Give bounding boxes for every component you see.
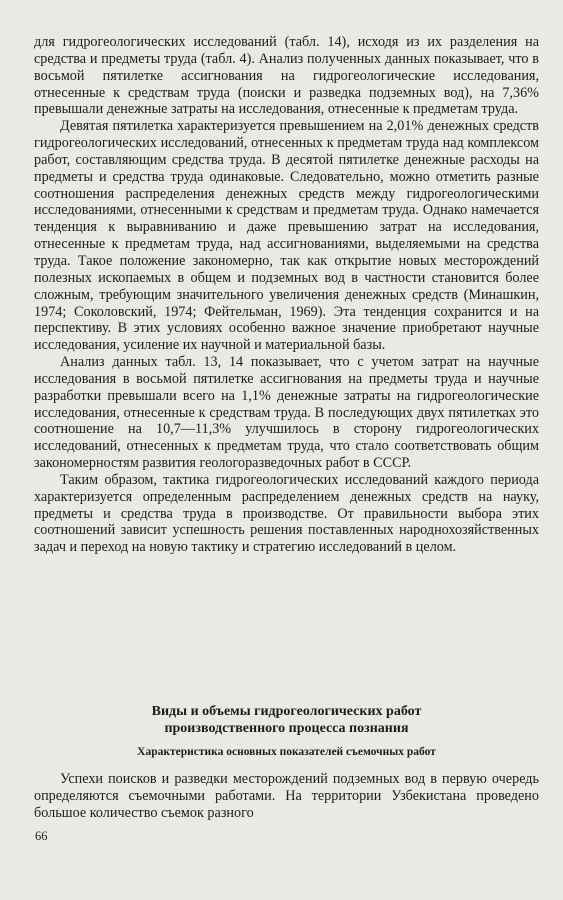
page-number: 66 [35,829,48,843]
paragraph-5: Успехи поисков и разведки месторождений подземных вод в первую очередь определяются съемочными работами. На территории Узбекистана проведено большое количество съемок разного [34,771,539,821]
paragraph-1: для гидрогеологических исследований (табл. 14), исходя из их разделения на средства и предметы труда (табл. 4). Анализ полученных данных показывает, что в восьмой пятилетке ассигнования на гидрогеологические исследования, отнесенные к средствам труда (поиски и разведка подземных вод), на 7,36% превышали денежные затраты на исследования, отнесенные к предметам труда. [34,34,539,118]
main-text [34,34,539,556]
subsection-heading: Характеристика основных показателей съемочных работ [137,746,436,758]
paragraph-2: Девятая пятилетка характеризуется превышением на 2,01% денежных средств гидрогеологических исследований, отнесенных к предметам труда над комплексом работ, составляющим средства труда. В десятой пятилетке денежные расходы на предметы и средства труда одинаковые. Следовательно, можно отметить разные соотношения распределения денежных средств между гидрогеологическими исследованиями, отнесенными к средствам и предметам труда. Однако намечается тенденция к выравниванию и даже превышению затрат на исследования, отнесенные к предметам труда, над ассигнованиями, выделяемыми на средства труда. Такое положение закономерно, так как открытие новых месторождений полезных ископаемых в общем и подземных вод в частности становится более сложным, требующим значительного увеличения денежных средств (Минашкин, 1974; Соколовский, 1974; Фейтельман, 1969). Эта тенденция сохранится и на перспективу. В этих условиях особенно важное значение приобретают научные исследования, усиление их научной и материальной базы. [34,118,539,354]
section-heading-line-2: производственного процесса познания [164,721,409,736]
paragraph-3: Анализ данных табл. 13, 14 показывает, что с учетом затрат на научные исследования в восьмой пятилетке ассигнования на предметы труда и научные разработки превышали всего на 1,1% денежные затраты на гидрогеологические исследования, отнесенные к средствам труда. В последующих двух пятилетках это соотношение на 10,7—11,3% улучшилось в сторону гидрогеологических исследований, отнесенных к предметам труда, что стало соответствовать общим закономерностям развития геологоразведочных работ в СССР. [34,354,539,472]
section-heading-line-1: Виды и объемы гидрогеологических работ [151,704,422,719]
section-heading [34,703,539,737]
closing-text [34,771,539,822]
paragraph-4: Таким образом, тактика гидрогеологических исследований каждого периода характеризуется определенным распределением денежных средств на науку, предметы и средства труда в производстве. От правильности выбора этих соотношений зависит успешность решения поставленных народнохозяйственных задач и переход на новую тактику и стратегию исследований в целом. [34,471,539,556]
